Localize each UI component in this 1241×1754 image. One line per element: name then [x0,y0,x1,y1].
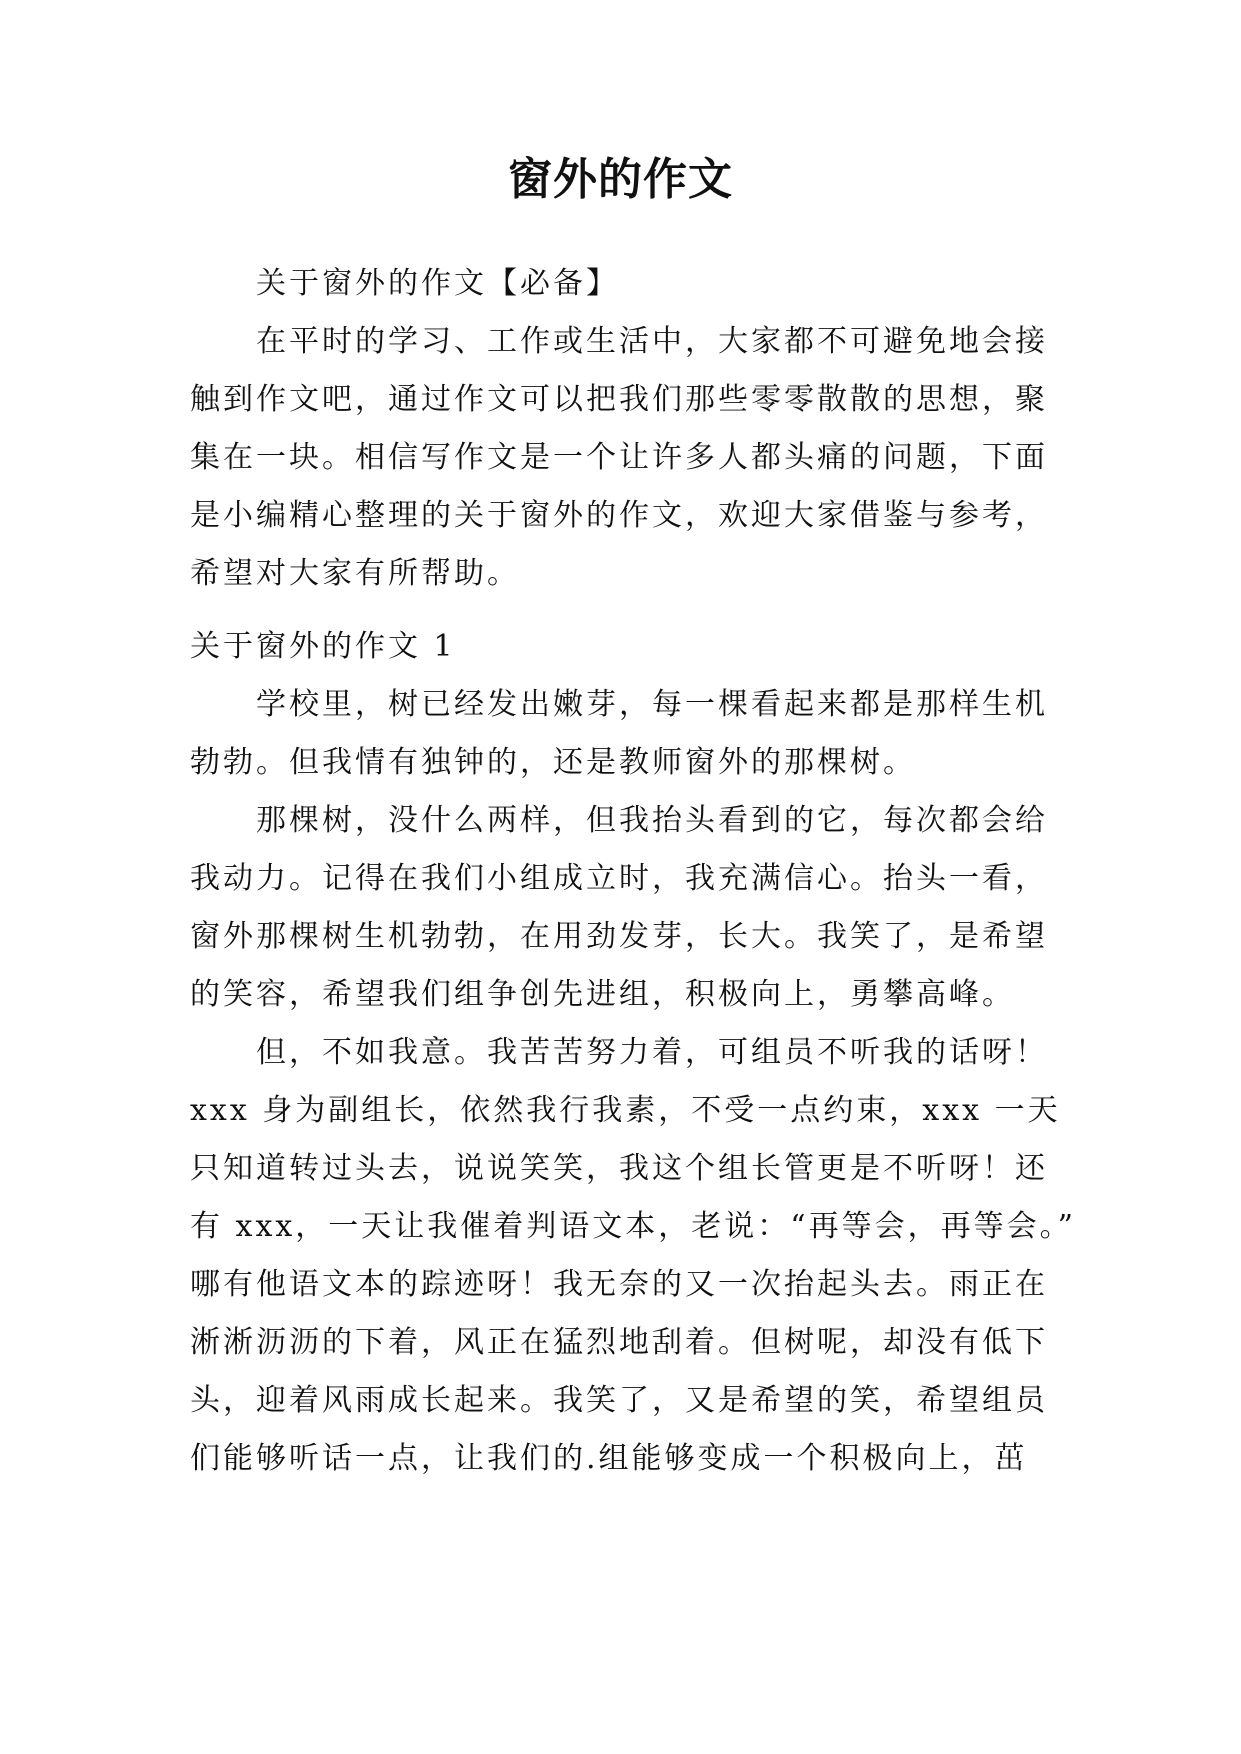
intro-line: 集在一块。相信写作文是一个让许多人都头痛的问题，下面 [190,440,1048,475]
intro-line: 希望对大家有所帮助。 [190,556,520,591]
paragraph-line: 但，不如我意。我苦苦努力着，可组员不听我的话呀！ [256,1035,1048,1070]
paragraph-line: 只知道转过头去，说说笑笑，我这个组长管更是不听呀！还 [190,1151,1048,1186]
paragraph-line: 头，迎着风雨成长起来。我笑了，又是希望的笑，希望组员 [190,1383,1048,1418]
subtitle-line: 关于窗外的作文【必备】 [256,266,619,301]
paragraph-line: xxx 身为副组长，依然我行我素，不受一点约束，xxx 一天 [190,1093,1061,1128]
paragraph-line: 的笑容，希望我们组争创先进组，积极向上，勇攀高峰。 [190,977,1015,1012]
document-title: 窗外的作文 [508,154,733,205]
section-heading: 关于窗外的作文 1 [190,629,456,664]
paragraph-line: 那棵树，没什么两样，但我抬头看到的它，每次都会给 [256,803,1048,838]
intro-line: 在平时的学习、工作或生活中，大家都不可避免地会接 [256,324,1048,359]
paragraph-line: 勃勃。但我情有独钟的，还是教师窗外的那棵树。 [190,745,916,780]
paragraph-line: 有 xxx，一天让我催着判语文本，老说：“再等会，再等会。” [190,1209,1076,1244]
paragraph-line: 哪有他语文本的踪迹呀！我无奈的又一次抬起头去。雨正在 [190,1267,1048,1302]
essay-body [190,676,1076,1488]
paragraph-line: 学校里，树已经发出嫩芽，每一棵看起来都是那样生机 [256,687,1048,722]
paragraph-line: 们能够听话一点，让我们的.组能够变成一个积极向上，茁 [190,1441,1028,1476]
paragraph-line: 淅淅沥沥的下着，风正在猛烈地刮着。但树呢，却没有低下 [190,1325,1048,1360]
intro-line: 是小编精心整理的关于窗外的作文，欢迎大家借鉴与参考， [190,498,1048,533]
paragraph-line: 窗外那棵树生机勃勃，在用劲发芽，长大。我笑了，是希望 [190,919,1048,954]
intro-block [190,255,1056,603]
intro-line: 触到作文吧，通过作文可以把我们那些零零散散的思想，聚 [190,382,1048,417]
paragraph-line: 我动力。记得在我们小组成立时，我充满信心。抬头一看， [190,861,1048,896]
